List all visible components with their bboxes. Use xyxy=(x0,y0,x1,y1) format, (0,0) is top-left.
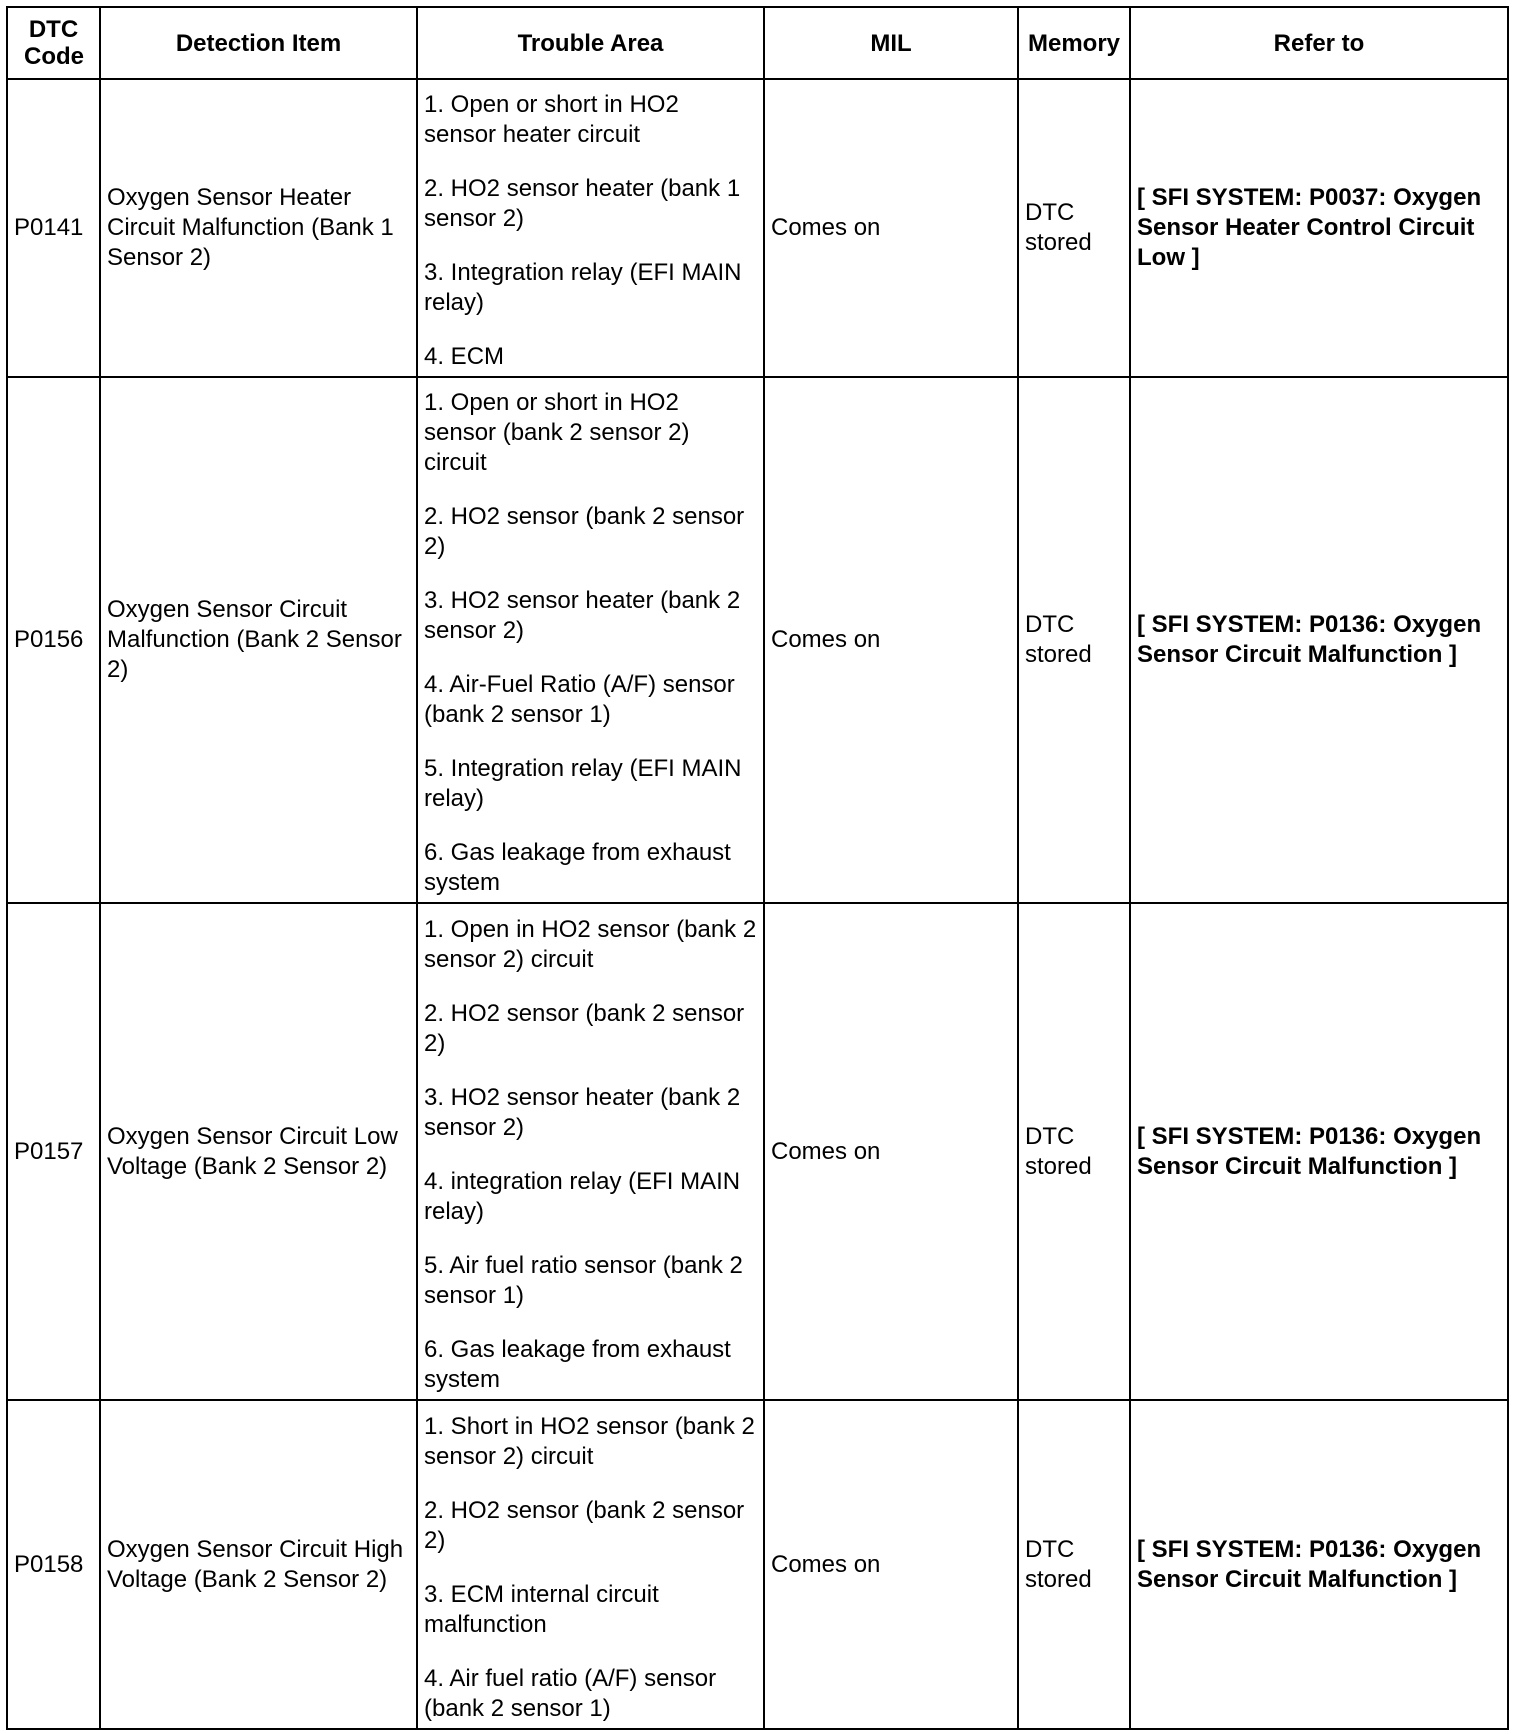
trouble-area-item: 4. ECM xyxy=(424,343,505,370)
dtc-code-cell: P0157 xyxy=(7,903,100,1400)
dtc-code-cell: P0156 xyxy=(7,377,100,903)
table-row xyxy=(7,377,1508,903)
table-row xyxy=(7,903,1508,1400)
trouble-area-item: 5. Air fuel ratio sensor (bank 2 sensor 1) xyxy=(424,1251,743,1309)
trouble-area-item: 2. HO2 sensor heater (bank 1 sensor 2) xyxy=(424,175,741,232)
table-row xyxy=(7,1400,1508,1729)
mil-cell: Comes on xyxy=(764,1400,1018,1729)
trouble-area-item: 2. HO2 sensor (bank 2 sensor 2) xyxy=(424,999,745,1057)
dtc-code-cell: P0141 xyxy=(7,79,100,377)
header-dtc-code: DTC Code xyxy=(7,7,100,79)
trouble-area-item: 2. HO2 sensor (bank 2 sensor 2) xyxy=(424,503,745,560)
trouble-area-cell xyxy=(417,377,764,903)
trouble-area-item: 3. HO2 sensor heater (bank 2 sensor 2) xyxy=(424,587,741,644)
refer-to-cell: [ SFI SYSTEM: P0037: Oxygen Sensor Heater Control Circuit Low ] xyxy=(1130,79,1508,377)
memory-cell: DTC stored xyxy=(1018,903,1130,1400)
detection-item-cell: Oxygen Sensor Heater Circuit Malfunction (Bank 1 Sensor 2) xyxy=(100,79,417,377)
mil-cell: Comes on xyxy=(764,377,1018,903)
memory-cell: DTC stored xyxy=(1018,1400,1130,1729)
trouble-area-item: 1. Short in HO2 sensor (bank 2 sensor 2) circuit xyxy=(424,1412,755,1470)
trouble-area-item: 5. Integration relay (EFI MAIN relay) xyxy=(424,755,742,812)
detection-item-cell: Oxygen Sensor Circuit Low Voltage (Bank 2 Sensor 2) xyxy=(100,903,417,1400)
trouble-area-cell xyxy=(417,903,764,1400)
trouble-area-item: 2. HO2 sensor (bank 2 sensor 2) xyxy=(424,1496,745,1554)
memory-cell: DTC stored xyxy=(1018,79,1130,377)
header-refer-to: Refer to xyxy=(1130,7,1508,79)
dtc-code-cell: P0158 xyxy=(7,1400,100,1729)
trouble-area-item: 1. Open or short in HO2 sensor heater circuit xyxy=(424,91,679,148)
detection-item-cell: Oxygen Sensor Circuit High Voltage (Bank 2 Sensor 2) xyxy=(100,1400,417,1729)
trouble-area-item: 4. integration relay (EFI MAIN relay) xyxy=(424,1167,741,1225)
refer-to-cell: [ SFI SYSTEM: P0136: Oxygen Sensor Circuit Malfunction ] xyxy=(1130,377,1508,903)
trouble-area-item: 3. ECM internal circuit malfunction xyxy=(424,1580,659,1638)
header-trouble-area: Trouble Area xyxy=(417,7,764,79)
trouble-area-item: 1. Open or short in HO2 sensor (bank 2 sensor 2) circuit xyxy=(424,389,690,476)
trouble-area-item: 6. Gas leakage from exhaust system xyxy=(424,1335,731,1393)
trouble-area-item: 4. Air fuel ratio (A/F) sensor (bank 2 sensor 1) xyxy=(424,1664,717,1722)
refer-to-cell: [ SFI SYSTEM: P0136: Oxygen Sensor Circuit Malfunction ] xyxy=(1130,1400,1508,1729)
trouble-area-item: 3. Integration relay (EFI MAIN relay) xyxy=(424,259,742,316)
detection-item-cell: Oxygen Sensor Circuit Malfunction (Bank 2 Sensor 2) xyxy=(100,377,417,903)
mil-cell: Comes on xyxy=(764,79,1018,377)
trouble-area-item: 1. Open in HO2 sensor (bank 2 sensor 2) circuit xyxy=(424,915,757,973)
trouble-area-cell xyxy=(417,1400,764,1729)
mil-cell: Comes on xyxy=(764,903,1018,1400)
header-detection-item: Detection Item xyxy=(100,7,417,79)
trouble-area-item: 6. Gas leakage from exhaust system xyxy=(424,839,731,896)
trouble-area-item: 4. Air-Fuel Ratio (A/F) sensor (bank 2 sensor 1) xyxy=(424,671,735,728)
header-row xyxy=(7,7,1508,79)
memory-cell: DTC stored xyxy=(1018,377,1130,903)
dtc-table xyxy=(6,6,1509,1730)
table-row xyxy=(7,79,1508,377)
trouble-area-item: 3. HO2 sensor heater (bank 2 sensor 2) xyxy=(424,1083,741,1141)
header-mil: MIL xyxy=(764,7,1018,79)
trouble-area-cell xyxy=(417,79,764,377)
header-memory: Memory xyxy=(1018,7,1130,79)
refer-to-cell: [ SFI SYSTEM: P0136: Oxygen Sensor Circuit Malfunction ] xyxy=(1130,903,1508,1400)
